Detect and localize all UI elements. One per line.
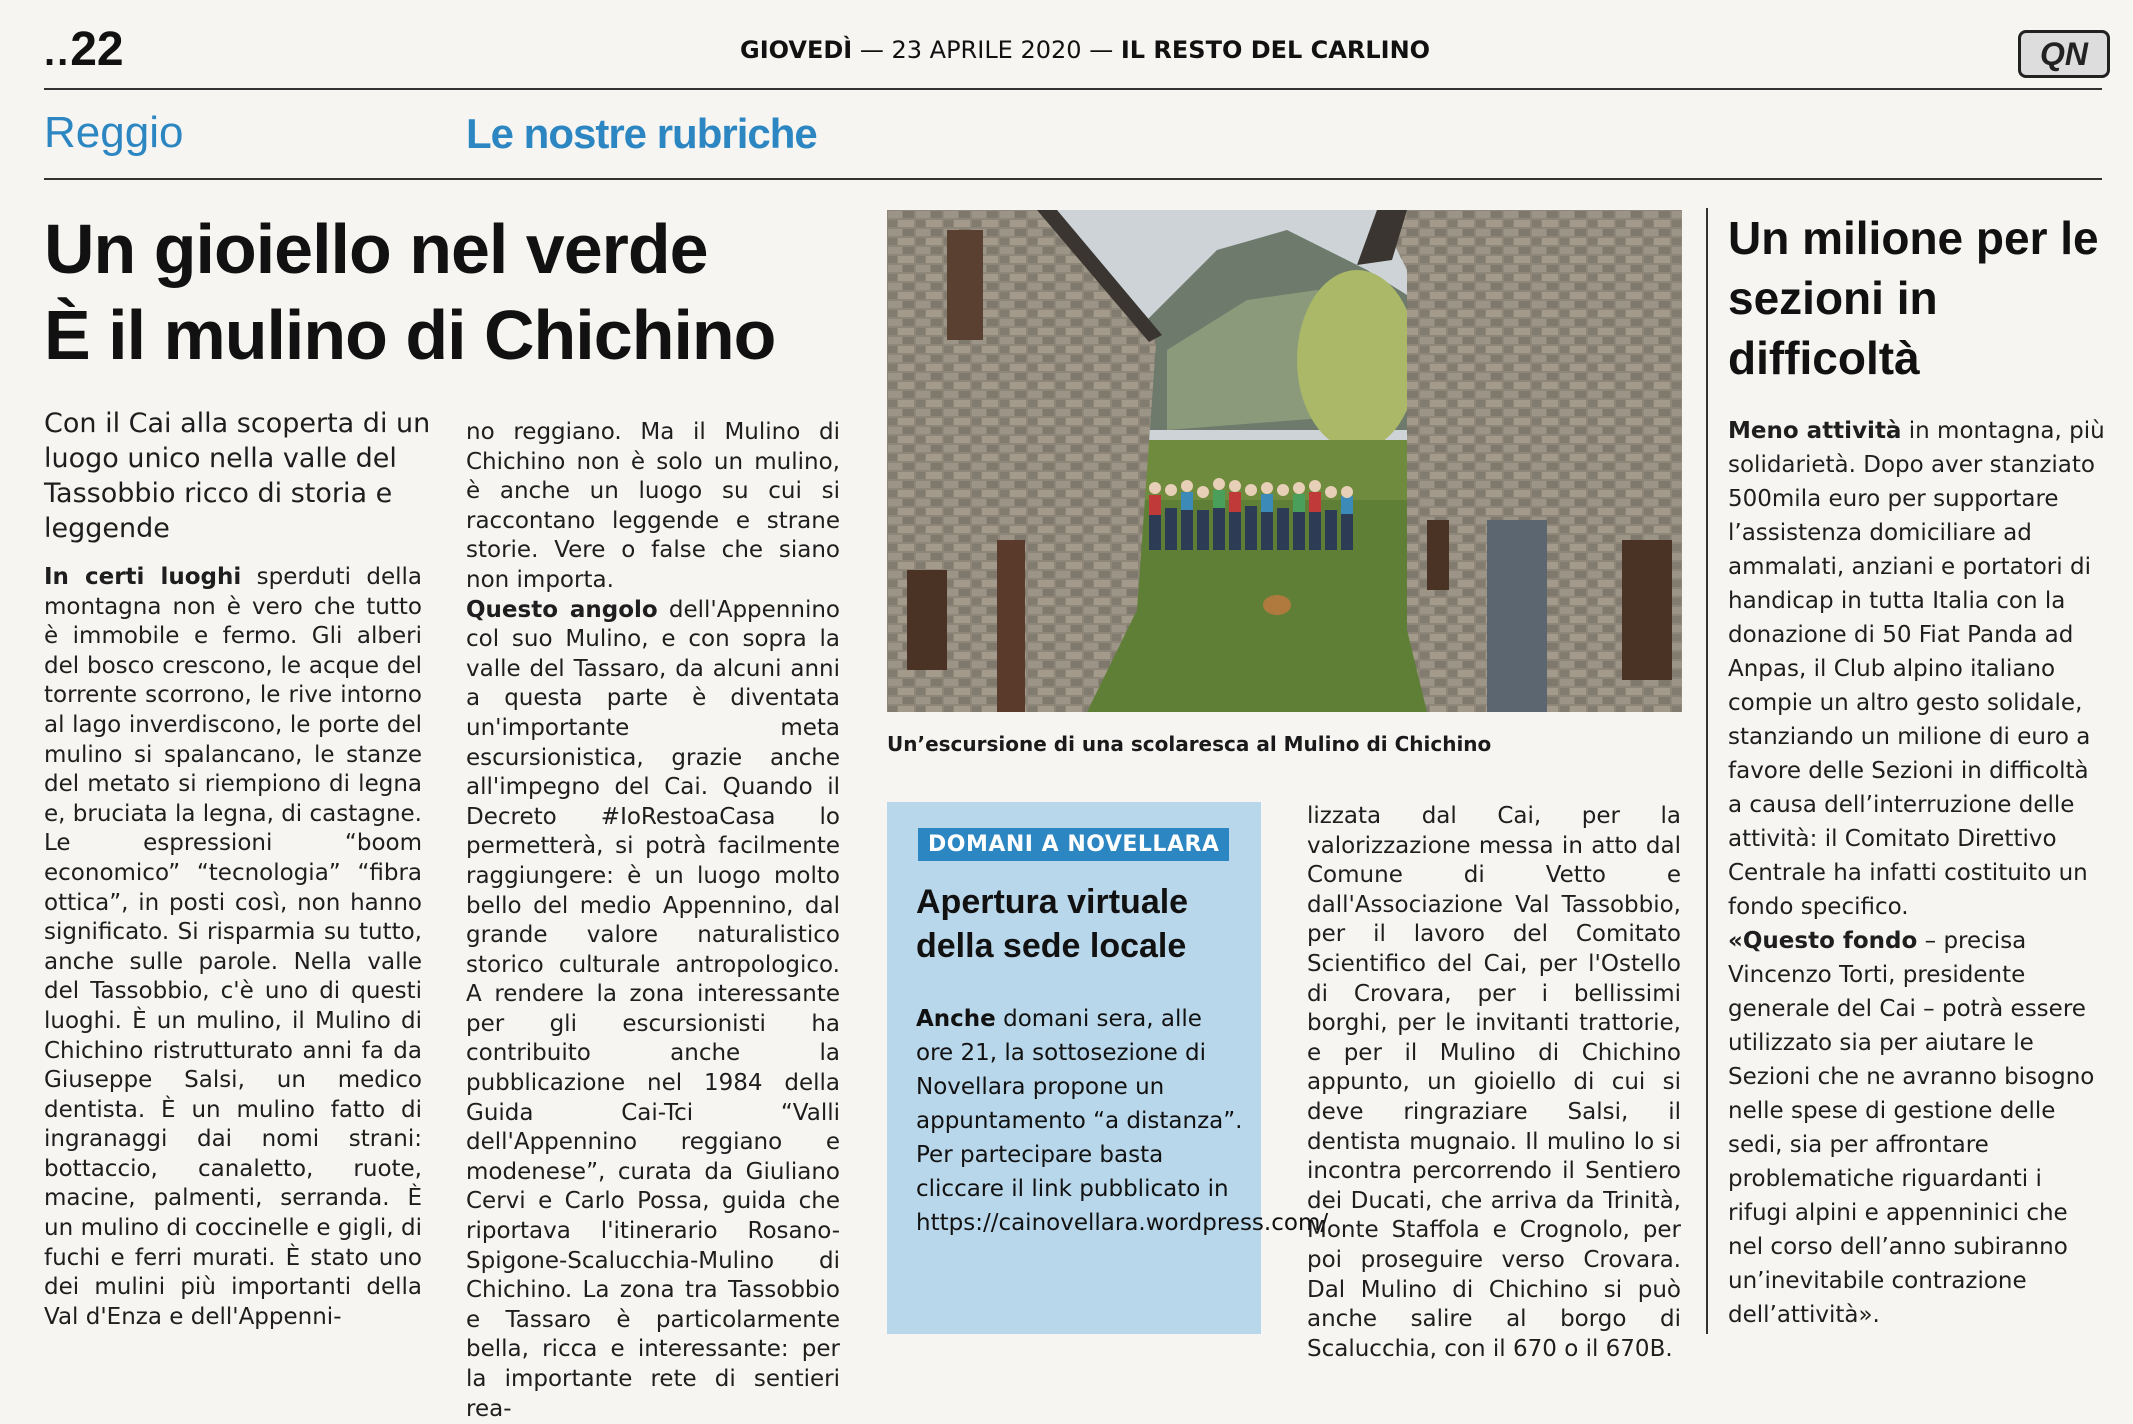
article-headline xyxy=(44,206,864,378)
masthead-separator: — xyxy=(859,36,884,64)
sidebar-text: in montagna, più solidarietà. Dopo aver stanziato 500mila euro per supportare l’assistenza domiciliare ad ammalati, anziani e portatori di handicap in tutta Italia con la donazione di 50 Fiat Panda ad Anpas, il Club alpino italiano compie un altro gesto solidale, stanziando un milione di euro a favore delle Sezioni in difficoltà a causa dell’interruzione delle attività: il Comitato Direttivo Centrale ha infatti costituito un fondo specifico. xyxy=(1728,418,2105,920)
section-rule xyxy=(44,178,2102,180)
mill-photo-illustration xyxy=(887,210,1682,712)
column-rule xyxy=(1706,208,1708,1334)
box-lead-in: Anche xyxy=(916,1006,996,1032)
lead-in: In certi luoghi xyxy=(44,564,242,590)
article-column-3: lizzata dal Cai, per la valorizzazione messa in atto dal Comune di Vetto e dall'Associazione Val Tassobbio, per il lavoro del Comitato Scientifico del Cai, per l'Ostello di Crovara, per i bellissimi borghi, per le invitanti trattorie, e per il Mulino di Chichino appunto, un gioiello di cui si deve ringraziare Salsi, il dentista mugnaio. Il mulino lo si incontra percorrendo il Sentiero dei Ducati, che arriva da Trinità, Monte Staffola e Crognolo, per poi proseguire verso Crovara. Dal Mulino di Chichino si può anche salire al borgo di Scalucchia, con il 670 o il 670B. xyxy=(1307,803,1681,1362)
section-name: Reggio xyxy=(44,108,184,157)
header-rule xyxy=(44,88,2102,90)
article-photo xyxy=(887,210,1682,712)
headline-line: È il mulino di Chichino xyxy=(44,296,776,374)
qn-logo: QN xyxy=(2018,30,2110,78)
masthead-day: GIOVEDÌ xyxy=(740,36,853,64)
article-text: dell'Appennino col suo Mulino, e con sopra la valle del Tassaro, da alcuni anni a questa parte è diventata un'importante meta escursionistica, grazie anche all'impegno del Cai. Quando il Decreto #IoRestoaCasa lo permetterà, si potrà facilmente raggiungere: è un luogo molto bello del medio Appennino, dal grande valore naturalistico storico culturale antropologico. A rendere la zona interessante per gli escursionisti ha contribuito anche la pubblicazione nel 1984 della Guida Cai-Tci “Valli dell'Appennino reggiano e modenese”, curata da Giuliano Cervi e Carlo Possa, guida che riportava l'itinerario Rosano-Spigone-Scalucchia-Mulino di Chichino. La zona tra Tassobbio e Tassaro è particolarmente bella, ricca e interessante: per la importante rete di sentieri rea- xyxy=(466,596,840,1422)
box-body xyxy=(916,1002,1329,1240)
sidebar-headline: Un milione per le sezioni in difficoltà xyxy=(1728,212,2099,384)
article-text: no reggiano. Ma il Mulino di Chichino non è solo un mulino, è anche un luogo su cui si raccontano leggende e strane storie. Vere o false che siano non importa. xyxy=(466,419,840,593)
masthead-separator: — xyxy=(1089,36,1114,64)
article-column-2 xyxy=(466,418,840,1424)
rubric-title: Le nostre rubriche xyxy=(466,110,817,157)
headline-line: Un gioiello nel verde xyxy=(44,210,708,288)
sidebar-text: – precisa Vincenzo Torti, presidente generale del Cai – potrà essere utilizzato sia per aiutare le Sezioni che ne avranno bisogno nelle spese di gestione delle sedi, sia per affrontare problematiche riguardanti i rifugi alpini e appenninici che nel corso dell’anno subiranno un’inevitabile contrazione dell’attività». xyxy=(1728,928,2095,1328)
box-text: domani sera, alle ore 21, la sottosezione di Novellara propone un appuntamento “a distanza”. Per partecipare basta cliccare il link pubblicato in https://cainovellara.wordpress.com/ xyxy=(916,1006,1329,1236)
lead-in: «Questo fondo xyxy=(1728,928,1918,954)
box-tag: DOMANI A NOVELLARA xyxy=(918,828,1229,861)
lead-in: Questo angolo xyxy=(466,596,658,623)
article-text: sperduti della montagna non è vero che tutto è immobile e fermo. Gli alberi del bosco crescono, le acque del torrente scorrono, le rive intorno al lago inverdiscono, le porte del mulino si spalancano, le stanze del metato si riempiono di legna e, bruciata la legna, di castagne. Le espressioni “boom economico” “tecnologia” “fibra ottica”, in posti così, non hanno significato. Si risparmia su tutto, anche sulle parole. Nella valle del Tassobbio, c'è uno di questi luoghi. È un mulino, il Mulino di Chichino ristrutturato anni fa da Giuseppe Salsi, un medico dentista. È un mulino fatto di ingranaggi dai nomi strani: bottaccio, canaletto, ruote, macine, palmenti, serranda. È un mulino di coccinelle e gigli, di fuchi e ferri murati. È stato uno dei mulini più importanti della Val d'Enza e dell'Appenni- xyxy=(44,564,422,1330)
lead-in: Meno attività xyxy=(1728,418,1902,444)
page-number: ..22 xyxy=(44,23,124,76)
box-title: Apertura virtuale della sede locale xyxy=(916,883,1189,965)
masthead-date: 23 APRILE 2020 xyxy=(891,36,1082,64)
masthead xyxy=(740,36,1430,64)
photo-caption: Un’escursione di una scolaresca al Mulino di Chichino xyxy=(887,732,1492,756)
masthead-newspaper: IL RESTO DEL CARLINO xyxy=(1120,36,1431,64)
article-subhead: Con il Cai alla scoperta di un luogo unico nella valle del Tassobbio ricco di storia e leggende xyxy=(44,408,431,544)
sidebar-body xyxy=(1728,414,2106,1332)
article-column-1 xyxy=(44,563,422,1332)
